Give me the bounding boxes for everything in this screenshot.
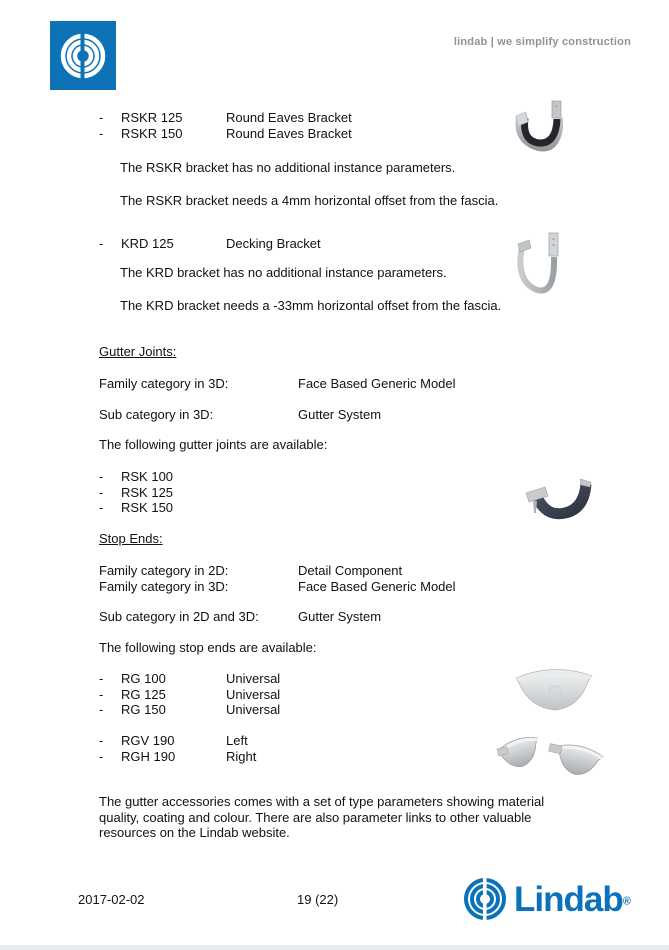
rsk-list <box>99 469 226 516</box>
product-code: RSK 150 <box>121 500 174 516</box>
product-desc: Round Eaves Bracket <box>226 125 352 141</box>
footer-page-number: 19 (22) <box>297 892 339 907</box>
registered-mark: ® <box>622 895 631 908</box>
list-item <box>99 500 226 516</box>
category-label: Family category in 3D: <box>99 579 229 594</box>
rskr-list <box>99 110 352 141</box>
bullet: - <box>99 686 104 702</box>
krd-bracket-image <box>510 231 572 310</box>
list-item <box>99 702 280 718</box>
product-code: RSKR 125 <box>121 110 183 125</box>
category-label: Sub category in 2D and 3D: <box>99 609 259 624</box>
closing-paragraph: The gutter accessories comes with a set of type parameters showing material quality, coating and colour. There are also parameter links to other valuable resources on the Lindab website. <box>99 794 545 840</box>
category-row <box>99 376 456 392</box>
bullet: - <box>99 702 104 718</box>
bullet: - <box>99 110 104 125</box>
rskr-paragraph-2: The RSKR bracket needs a 4mm horizontal offset from the fascia. <box>120 193 499 208</box>
product-code: KRD 125 <box>121 236 174 251</box>
bullet: - <box>99 748 104 764</box>
product-code: RGH 190 <box>121 748 176 764</box>
lindab-footer-logo <box>462 872 631 926</box>
product-code: RSK 100 <box>121 469 174 484</box>
krd-paragraph-1: The KRD bracket has no additional instance parameters. <box>120 265 447 280</box>
category-row <box>99 563 402 579</box>
product-code: RSK 125 <box>121 484 174 500</box>
category-value: Gutter System <box>298 609 382 624</box>
list-item <box>99 126 352 142</box>
bullet: - <box>99 484 104 500</box>
product-code: RG 150 <box>121 702 166 718</box>
product-code: RGV 190 <box>121 733 175 748</box>
category-value: Face Based Generic Model <box>298 579 456 594</box>
category-row <box>99 609 381 625</box>
bullet: - <box>99 469 104 484</box>
list-item <box>99 110 352 126</box>
stop-ends-intro: The following stop ends are available: <box>99 640 317 655</box>
category-label: Sub category in 3D: <box>99 407 214 422</box>
bullet: - <box>99 733 104 748</box>
product-desc: Universal <box>226 686 281 702</box>
krd-paragraph-2: The KRD bracket needs a -33mm horizontal offset from the fascia. <box>120 298 502 313</box>
product-desc: Universal <box>226 671 281 686</box>
footer-date: 2017-02-02 <box>78 892 145 907</box>
lindab-swirl-icon <box>462 872 508 926</box>
bullet: - <box>99 500 104 516</box>
product-desc: Round Eaves Bracket <box>226 110 352 125</box>
bullet: - <box>99 125 104 141</box>
rskr-paragraph-1: The RSKR bracket has no additional instance parameters. <box>120 160 456 175</box>
brand-text: Lindab <box>514 879 623 919</box>
lindab-swirl-icon <box>50 21 116 90</box>
page-bottom-edge <box>0 945 669 950</box>
stop-ends-pair-image <box>496 720 608 787</box>
rgv-rgh-list <box>99 733 256 764</box>
category-label: Family category in 3D: <box>99 376 229 391</box>
category-value: Face Based Generic Model <box>298 376 456 391</box>
product-desc: Universal <box>226 702 281 718</box>
rg-list <box>99 671 280 718</box>
product-code: RG 125 <box>121 686 166 702</box>
krd-list <box>99 236 321 252</box>
lindab-logo-mark <box>50 21 116 90</box>
product-desc: Decking Bracket <box>226 236 321 251</box>
stop-end-universal-image <box>510 662 598 721</box>
list-item <box>99 733 256 749</box>
rskr-bracket-image <box>506 100 578 165</box>
list-item <box>99 485 226 501</box>
category-row <box>99 579 456 595</box>
header-tagline: lindab | we simplify construction <box>453 36 631 48</box>
bullet: - <box>99 671 104 686</box>
gutter-joint-image <box>518 472 596 529</box>
category-row <box>99 407 381 423</box>
category-value: Gutter System <box>298 407 382 422</box>
list-item <box>99 687 280 703</box>
list-item <box>99 236 321 252</box>
gutter-joints-intro: The following gutter joints are available: <box>99 437 328 452</box>
product-desc: Right <box>226 748 257 764</box>
category-value: Detail Component <box>298 563 403 578</box>
stop-ends-heading: Stop Ends: <box>99 531 163 546</box>
list-item <box>99 469 226 485</box>
list-item <box>99 749 256 765</box>
bullet: - <box>99 236 104 251</box>
list-item <box>99 671 280 687</box>
product-desc: Left <box>226 733 248 748</box>
product-code: RSKR 150 <box>121 125 183 141</box>
product-code: RG 100 <box>121 671 166 686</box>
category-label: Family category in 2D: <box>99 563 229 578</box>
gutter-joints-heading: Gutter Joints: <box>99 344 177 359</box>
lindab-wordmark <box>514 879 631 919</box>
